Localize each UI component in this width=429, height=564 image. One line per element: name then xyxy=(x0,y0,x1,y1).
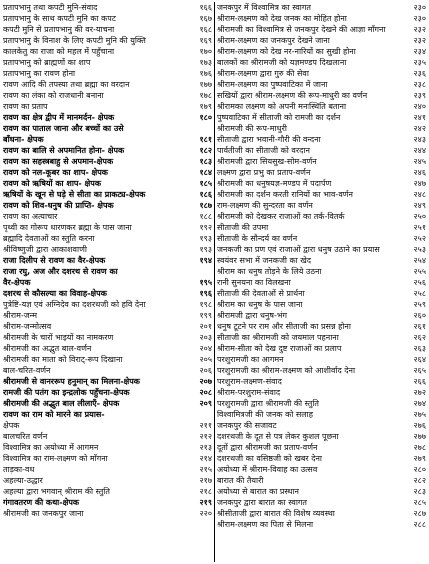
entry-page-number: २४८ xyxy=(413,190,426,199)
index-entry xyxy=(3,101,212,112)
entry-title: श्रीराम-लक्ष्मण का पिता से मिलना xyxy=(216,520,314,529)
index-entry xyxy=(217,35,426,46)
entry-title: पृथ्वी का गोरूप धारणकर ब्रह्मा के पास जाना xyxy=(3,223,132,232)
index-entry xyxy=(217,299,426,310)
entry-page-number: २५८ xyxy=(413,289,426,298)
index-entry xyxy=(217,24,426,35)
entry-page-number: २४२ xyxy=(413,124,426,133)
entry-page-number: २१९ xyxy=(199,498,212,507)
index-entry xyxy=(3,244,212,255)
entry-title: श्रीरामजी द्वारा सियसुख-सोम-वर्णन xyxy=(216,157,317,166)
entry-page-number: २३२ xyxy=(413,36,426,45)
entry-title: अयोध्या से बारात का प्रस्थान xyxy=(216,487,299,496)
entry-title: श्रीराम-सीता को देख दुष्ट राजाओं का प्रलाप xyxy=(216,344,342,353)
index-entry xyxy=(3,420,212,431)
index-entry xyxy=(217,376,426,387)
entry-title: रावण को नल-कूबर का शाप- क्षेपक xyxy=(3,168,108,177)
entry-page-number: १६६ xyxy=(199,3,212,12)
entry-title: राजा दिलीप से रावण का वैर-क्षेपक xyxy=(3,256,106,265)
entry-page-number: २४९ xyxy=(413,201,426,210)
entry-page-number: १७९ xyxy=(199,102,212,111)
entry-page-number: १९५ xyxy=(199,278,212,287)
entry-title: अहल्या-उद्धार xyxy=(3,476,43,485)
index-entry xyxy=(217,343,426,354)
index-entry xyxy=(3,332,212,343)
index-entry xyxy=(217,46,426,57)
entry-page-number: २३२ xyxy=(413,25,426,34)
entry-title: ब्रह्मादि देवताओं का स्तुति करना xyxy=(3,234,95,243)
entry-title: रावण का प्रताप xyxy=(3,102,48,111)
index-entry xyxy=(217,332,426,343)
entry-page-number: २०४ xyxy=(199,344,212,353)
entry-page-number: २५९ xyxy=(413,300,426,309)
entry-title: श्रीराम-लक्ष्मण को देख नर-नारियों का सुखी होना xyxy=(216,47,356,56)
entry-title: जनकपुर द्वारा बारात का स्वागत xyxy=(216,498,307,507)
entry-page-number: २११ xyxy=(199,421,212,430)
entry-title: राजा रघु, अज और दशरथ से रावण का xyxy=(3,267,118,276)
entry-page-number: १७३ xyxy=(199,58,212,67)
entry-title: परशुराम-लक्ष्मण-संवाद xyxy=(216,377,282,386)
entry-page-number: २५३ xyxy=(413,245,426,254)
entry-page-number: २६० xyxy=(413,311,426,320)
entry-page-number: २७८ xyxy=(413,443,426,452)
entry-title: सीताजी की उपमा xyxy=(216,223,269,232)
index-entry xyxy=(3,431,212,442)
entry-page-number: २८३ xyxy=(413,487,426,496)
entry-title: लक्ष्मण द्वारा प्रभु का प्रताप-वर्णन xyxy=(216,168,311,177)
entry-title: श्रीरामजी का विश्वामित्र से जनकपुर देखने की आज्ञा माँगना xyxy=(216,25,386,34)
index-entry xyxy=(3,178,212,189)
entry-page-number: १९३ xyxy=(199,245,212,254)
entry-page-number: २४१ xyxy=(413,113,426,122)
index-entry xyxy=(3,288,212,299)
entry-title: श्रीराम-लक्ष्मण द्वारा गुरु की सेवा xyxy=(216,69,309,78)
entry-title: अहल्या द्वारा भगवान् श्रीराम की स्तुति xyxy=(3,487,110,496)
index-entry xyxy=(3,343,212,354)
index-entry xyxy=(217,310,426,321)
entry-page-number: २८० xyxy=(413,465,426,474)
entry-title: विश्वामित्र का अयोध्या में आगमन xyxy=(3,443,99,452)
entry-title: गंगावतरण की कथा-क्षेपक xyxy=(3,498,80,507)
entry-page-number: २०१ xyxy=(199,322,212,331)
entry-page-number: २५६ xyxy=(413,278,426,287)
entry-page-number: २७९ xyxy=(413,454,426,463)
index-entry xyxy=(217,288,426,299)
entry-page-number: २४७ xyxy=(413,179,426,188)
index-entry xyxy=(3,508,212,519)
entry-page-number: २७५ xyxy=(413,410,426,419)
index-entry xyxy=(3,310,212,321)
entry-title: प्रतापभानु के साथ कपटी मुनि का कपट xyxy=(3,14,116,23)
entry-title: रावण का अत्याचार xyxy=(3,212,58,221)
entry-title: श्रीरामजी का माता को विराट्-रूप दिखाना xyxy=(3,355,123,364)
entry-page-number: १८० xyxy=(199,113,212,122)
entry-title: परशुरामजी का श्रीराम-लक्ष्मण को आशीर्वाद देना xyxy=(216,366,356,375)
left-column xyxy=(3,2,212,562)
entry-title: ऋषियों के खून से घड़े से सीता का प्राकट्य-क्षेपक xyxy=(3,190,146,199)
index-entry xyxy=(3,2,212,13)
entry-page-number: २८५ xyxy=(413,498,426,507)
index-entry xyxy=(217,497,426,508)
entry-title: राम-लक्ष्मण की सुन्दरता का वर्णन xyxy=(216,201,313,210)
index-entry xyxy=(3,13,212,24)
index-entry xyxy=(217,156,426,167)
entry-page-number: १९८ xyxy=(199,300,212,309)
entry-title: श्रीराम-जन्म xyxy=(3,311,38,320)
entry-page-number: २६१ xyxy=(413,322,426,331)
entry-page-number: २७२ xyxy=(413,388,426,397)
index-entry xyxy=(217,123,426,134)
entry-title: श्रीरामजी का अद्भुत बाल-वर्णन xyxy=(3,344,92,353)
entry-page-number: २७४ xyxy=(413,399,426,408)
entry-page-number: २०९ xyxy=(199,399,212,408)
entry-title: श्रीरामजी का धनुषयज्ञ-मण्डप में पदार्पण xyxy=(216,179,332,188)
index-entry xyxy=(217,464,426,475)
entry-title: ताड़का-वध xyxy=(3,465,35,474)
index-entry xyxy=(3,255,212,266)
entry-page-number: २७७ xyxy=(413,432,426,441)
entry-title: श्रीरामका लक्ष्मण को अपनी मनःस्थिति बताना xyxy=(216,102,347,111)
index-entry xyxy=(3,24,212,35)
entry-page-number: १७८ xyxy=(199,91,212,100)
entry-title: रावण का बालि से अपमानित होना- क्षेपक xyxy=(3,146,125,155)
index-entry xyxy=(217,79,426,90)
entry-title: सीताजी द्वारा भवानी-गौरी की वन्दना xyxy=(216,135,321,144)
index-entry xyxy=(3,134,212,145)
entry-title: धनुष टूटने पर राम और सीताजी का प्रसन्न होना xyxy=(216,322,351,331)
entry-title: दशरथ से कौसल्या का विवाह-क्षेपक xyxy=(3,289,107,298)
entry-page-number: २३९ xyxy=(413,91,426,100)
index-entry xyxy=(3,145,212,156)
entry-title: श्रीविष्णुजी द्वारा आकाशवाणी xyxy=(3,245,87,254)
entry-title: श्रीसीताजी द्वारा बारात की विशेष व्यवस्था xyxy=(216,509,335,518)
index-entry xyxy=(3,156,212,167)
index-entry xyxy=(3,211,212,222)
entry-page-number: १८७ xyxy=(199,201,212,210)
index-entry xyxy=(217,519,426,530)
entry-page-number: २५४ xyxy=(413,256,426,265)
entry-title: रावण का लंका को राजधानी बनाना xyxy=(3,91,104,100)
index-entry xyxy=(217,244,426,255)
index-entry xyxy=(3,167,212,178)
entry-page-number: १८३ xyxy=(199,157,212,166)
entry-title: सीताजी का श्रीरामजी को जयमाल पहनाना xyxy=(216,333,339,342)
entry-page-number: २३८ xyxy=(413,80,426,89)
entry-page-number: २६५ xyxy=(413,366,426,375)
entry-title: रामजी की पतंग का इन्द्रलोक पहुँचना-क्षेपक xyxy=(3,388,130,397)
entry-title: कपटी मुनि से प्रतापभानु की वर-याचना xyxy=(3,25,115,34)
index-entry xyxy=(3,299,212,310)
entry-title: रावण को शिव-धनुष की प्राप्ति- क्षेपक xyxy=(3,201,114,210)
entry-page-number: २६४ xyxy=(413,355,426,364)
index-entry xyxy=(3,365,212,376)
entry-title: बालकों का श्रीरामजी को यज्ञमण्डप दिखलाना xyxy=(216,58,347,67)
index-entry xyxy=(217,145,426,156)
entry-title: रावण आदि की तपस्या तथा ब्रह्मा का वरदान xyxy=(3,80,130,89)
index-entry xyxy=(217,90,426,101)
entry-title: परशुरामजी का आगमन xyxy=(216,355,284,364)
entry-page-number: १९३ xyxy=(199,234,212,243)
entry-title: प्रतापभानु तथा कपटी मुनि-संवाद xyxy=(3,3,98,12)
entry-title: क्षेपक xyxy=(3,421,20,430)
index-entry xyxy=(217,222,426,233)
index-entry xyxy=(3,123,212,134)
column-divider xyxy=(214,2,215,562)
index-entry xyxy=(3,79,212,90)
index-entry xyxy=(217,387,426,398)
entry-title: विश्वामित्रजी की जनक को सलाह xyxy=(216,410,313,419)
entry-page-number: २३६ xyxy=(413,69,426,78)
entry-title: दशरथजी के दूत से पत्र लेकर कुशल पूछना xyxy=(216,432,339,441)
index-entry xyxy=(3,68,212,79)
entry-title: पुत्रेष्टि-यज्ञ एवं अग्निदेव का दशरथजी को हवि देना xyxy=(3,300,146,309)
index-entry xyxy=(217,431,426,442)
entry-title: वैर-क्षेपक xyxy=(3,278,31,287)
entry-page-number: १९४ xyxy=(199,256,212,265)
index-entry xyxy=(217,68,426,79)
index-entry xyxy=(3,112,212,123)
entry-page-number: १६९ xyxy=(199,36,212,45)
entry-title: रावण का राम को मारने का प्रयास- xyxy=(3,410,105,419)
entry-page-number: २१२ xyxy=(199,432,212,441)
index-entry xyxy=(217,178,426,189)
index-entry xyxy=(217,409,426,420)
entry-page-number: २०३ xyxy=(199,333,212,342)
entry-title: कालकेतु का राजा को महल में पहुँचाना xyxy=(3,47,115,56)
index-entry xyxy=(217,134,426,145)
index-entry xyxy=(3,46,212,57)
entry-page-number: २०५ xyxy=(199,355,212,364)
entry-page-number: २४३ xyxy=(413,135,426,144)
entry-title: रावण को ऋषियों का शाप- क्षेपक xyxy=(3,179,101,188)
index-entry xyxy=(217,486,426,497)
entry-title: विश्वामित्र का राम-लक्ष्मण को माँगना xyxy=(3,454,108,463)
entry-title: जनकपुर में विश्वामित्र का स्वागत xyxy=(216,3,311,12)
entry-page-number: २३४ xyxy=(413,47,426,56)
index-entry xyxy=(3,189,212,200)
index-entry xyxy=(3,464,212,475)
index-entry xyxy=(3,200,212,211)
entry-page-number: २३५ xyxy=(413,58,426,67)
entry-title: श्रीरामजी की रूप-माधुरी xyxy=(216,124,287,133)
entry-title: पुष्पवाटिका में सीताजी को रामजी का दर्शन xyxy=(216,113,341,122)
entry-page-number: २४० xyxy=(413,102,426,111)
entry-title: श्रीराम का धनुष के पास जाना xyxy=(216,300,303,309)
entry-page-number: २२० xyxy=(199,509,212,518)
entry-page-number: २०८ xyxy=(199,388,212,397)
entry-page-number: २०७ xyxy=(199,377,212,386)
entry-title: प्रतापभानु का रावण होना xyxy=(3,69,76,78)
entry-title: सीताजी के सौन्दर्य का वर्णन xyxy=(216,234,298,243)
entry-title: रानी सुनयना का विलखना xyxy=(216,278,291,287)
index-entry xyxy=(217,233,426,244)
entry-title: श्रीराम-जन्मोत्सव xyxy=(3,322,52,331)
entry-page-number: २१७ xyxy=(199,476,212,485)
index-entry xyxy=(217,508,426,519)
index-entry xyxy=(217,266,426,277)
index-entry xyxy=(3,398,212,409)
entry-page-number: २८२ xyxy=(413,476,426,485)
index-entry xyxy=(217,57,426,68)
index-entry xyxy=(217,112,426,123)
entry-page-number: १८१ xyxy=(199,135,212,144)
entry-page-number: १९२ xyxy=(199,223,212,232)
entry-title: दशरथजी का वसिष्ठजी को खबर देना xyxy=(216,454,323,463)
entry-title: पार्वतीजी का सीताजी को वरदान xyxy=(216,146,310,155)
index-entry xyxy=(217,365,426,376)
entry-title: जनकजी का प्रण एवं राजाओं द्वारा धनुष उठाने का प्रयास xyxy=(216,245,380,254)
entry-page-number: २३० xyxy=(413,14,426,23)
index-entry xyxy=(3,387,212,398)
entry-page-number: २८८ xyxy=(413,520,426,529)
index-entry xyxy=(3,321,212,332)
index-entry xyxy=(3,442,212,453)
entry-page-number: १८५ xyxy=(199,179,212,188)
index-entry xyxy=(217,442,426,453)
entry-page-number: १९६ xyxy=(199,289,212,298)
entry-page-number: २४४ xyxy=(413,146,426,155)
index-entry xyxy=(3,475,212,486)
index-entry xyxy=(3,409,212,420)
entry-page-number: १८६ xyxy=(199,190,212,199)
entry-title: श्रीराम-लक्ष्मण का जनकपुर देखने जाना xyxy=(216,36,330,45)
entry-page-number: १६७ xyxy=(199,14,212,23)
entry-title: श्रीरामजी की अद्भुत बाल लीलाएँ- क्षेपक xyxy=(3,399,120,408)
index-entry xyxy=(217,101,426,112)
index-entry xyxy=(3,233,212,244)
entry-title: बाल-चरित-वर्णन xyxy=(3,366,51,375)
entry-page-number: २५० xyxy=(413,212,426,221)
entry-title: रावण का सहस्त्रबाहु से अपमान-क्षेपक xyxy=(3,157,114,166)
index-entry xyxy=(217,200,426,211)
entry-page-number: २६२ xyxy=(413,333,426,342)
entry-title: श्रीराम का धनुष तोड़ने के लिये उठना xyxy=(216,267,322,276)
entry-page-number: २७६ xyxy=(413,421,426,430)
entry-page-number: २४६ xyxy=(413,168,426,177)
entry-title: सीताजी की देवताओं से प्रार्थना xyxy=(216,289,305,298)
index-entry xyxy=(217,354,426,365)
entry-title: रावण का क्षेत्र द्वीप में मानमर्दन- क्षेपक xyxy=(3,113,115,122)
entry-page-number: १८८ xyxy=(199,212,212,221)
entry-page-number: १८४ xyxy=(199,168,212,177)
entry-title: श्रीरामजी को देखकर राजाओं का तर्क-वितर्क xyxy=(216,212,345,221)
index-entry xyxy=(3,57,212,68)
entry-title: श्रीराम-लक्ष्मण को देख जनक का मोहित होना xyxy=(216,14,347,23)
entry-page-number: १९९ xyxy=(199,311,212,320)
entry-title: रावण का पाताल जाना और बच्चों का उसे xyxy=(3,124,124,133)
entry-page-number: २५१ xyxy=(413,223,426,232)
index-entry xyxy=(217,189,426,200)
entry-page-number: १८२ xyxy=(199,146,212,155)
entry-title: सखियों द्वारा श्रीराम-लक्ष्मण की रूप-माधुरी का वर्णन xyxy=(216,91,368,100)
index-entry xyxy=(217,13,426,24)
entry-page-number: २६३ xyxy=(413,344,426,353)
index-entry xyxy=(3,486,212,497)
entry-title: श्रीरामजी का जनकपुर जाना xyxy=(3,509,84,518)
index-entry xyxy=(3,354,212,365)
entry-title: श्रीरामजी से वानररूप हनुमान् का मिलना-क्षेपक xyxy=(3,377,140,386)
entry-page-number: २१३ xyxy=(199,443,212,452)
entry-page-number: १७७ xyxy=(199,80,212,89)
entry-page-number: २०६ xyxy=(199,366,212,375)
index-entry xyxy=(217,321,426,332)
entry-page-number: २८७ xyxy=(413,509,426,518)
entry-page-number: २३० xyxy=(413,3,426,12)
entry-title: श्रीराम-लक्ष्मण का पुष्पवाटिका में जाना xyxy=(216,80,328,89)
index-entry xyxy=(217,453,426,464)
entry-page-number: २६६ xyxy=(413,377,426,386)
index-entry xyxy=(217,277,426,288)
index-entry xyxy=(217,167,426,178)
entry-title: परशुरामजी द्वारा श्रीरामजी की स्तुति xyxy=(216,399,319,408)
index-entry xyxy=(217,398,426,409)
index-entry xyxy=(3,453,212,464)
entry-page-number: २५२ xyxy=(413,234,426,243)
entry-title: जनकपुर की सजावट xyxy=(216,421,277,430)
entry-page-number: १७६ xyxy=(199,69,212,78)
entry-title: बालचरित वर्णन xyxy=(3,432,48,441)
entry-title: बारात की तैयारी xyxy=(216,476,264,485)
entry-page-number: १६८ xyxy=(199,25,212,34)
entry-title: दूतों द्वारा श्रीरामजी का प्रताप-वर्णन xyxy=(216,443,318,452)
entry-title: श्रीरामजी द्वारा धनुष-भंग xyxy=(216,311,287,320)
entry-page-number: २१८ xyxy=(199,487,212,496)
index-entry xyxy=(3,376,212,387)
entry-title: प्रतापभानु के विनाश के लिए कपटी मुनि की युक्ति xyxy=(3,36,146,45)
entry-title: श्रीरामजी के चारों भाइयों का नामकरण xyxy=(3,333,114,342)
entry-page-number: १७० xyxy=(199,47,212,56)
entry-title: बाँधना- क्षेपक xyxy=(3,135,44,144)
entry-title: श्रीरामजी का दर्शन करती रानियों का भाव-वर्णन xyxy=(216,190,353,199)
entry-title: प्रतापभानु को ब्राह्मणों का शाप xyxy=(3,58,91,67)
right-column xyxy=(217,2,426,562)
index-entry xyxy=(217,211,426,222)
index-entry xyxy=(3,497,212,508)
entry-title: श्रीराम-परशुराम-संवाद xyxy=(216,388,281,397)
index-entry xyxy=(3,35,212,46)
entry-page-number: २४५ xyxy=(413,157,426,166)
entry-page-number: २५५ xyxy=(413,267,426,276)
index-entry xyxy=(3,90,212,101)
index-entry xyxy=(3,222,212,233)
entry-title: स्वयंवर सभा में जनकजी का खेद xyxy=(216,256,312,265)
index-entry xyxy=(217,255,426,266)
entry-page-number: २१५ xyxy=(199,465,212,474)
entry-title: अयोध्या में श्रीराम-विवाह का उत्सव xyxy=(216,465,318,474)
index-entry xyxy=(217,475,426,486)
index-entry xyxy=(3,266,212,277)
entry-page-number: २१४ xyxy=(199,454,212,463)
index-entry xyxy=(3,277,212,288)
index-entry xyxy=(217,420,426,431)
index-entry xyxy=(217,2,426,13)
